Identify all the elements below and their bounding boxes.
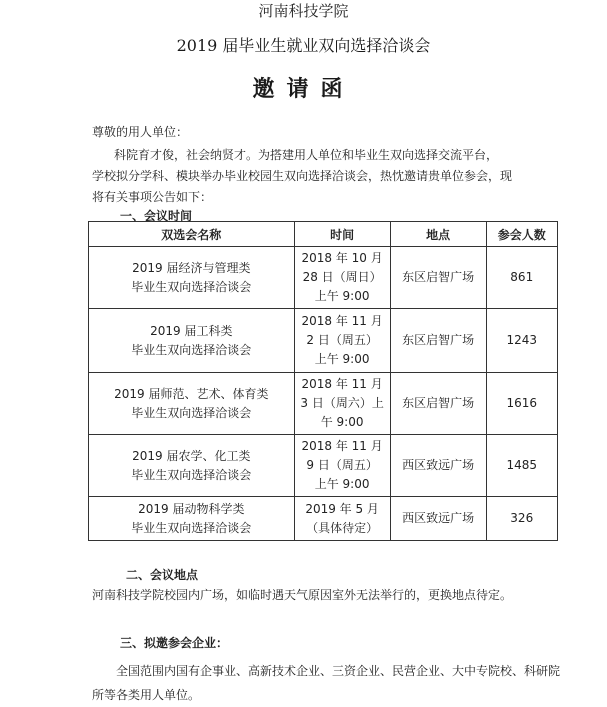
session-name-line: 2019 届师范、艺术、体育类 [114,386,269,401]
session-name-line: 毕业生双向选择洽谈会 [131,342,252,357]
session-name-line: 毕业生双向选择洽谈会 [131,467,252,482]
intro-line-2: 学校拟分学科、模块举办毕业校园生双向选择洽谈会，热忱邀请贵单位参会，现 [92,169,513,183]
section-1-title: 一、会议时间 [120,209,193,223]
session-time-line: （具体待定） [306,520,379,535]
session-time-cell [294,309,390,373]
session-place-cell: 西区致远广场 [390,497,486,541]
session-name-line: 2019 届农学、化工类 [132,448,251,463]
session-time-line: 2018 年 11 月 [301,377,383,391]
page-title: 邀请函 [252,76,355,102]
session-time-line: 上午 9:00 [314,352,370,366]
session-time-cell [294,373,390,435]
session-name-line: 2019 届经济与管理类 [132,260,251,275]
intro-line-1: 科院育才俊，社会纳贤才。为搭建用人单位和毕业生双向选择交流平台， [114,148,499,162]
section-2-title: 二、会议地点 [126,568,199,582]
greeting: 尊敬的用人单位： [92,125,189,139]
session-place-cell: 东区启智广场 [390,373,486,435]
session-time-line: 2018 年 11 月 [301,314,383,328]
session-time-line: 2018 年 11 月 [301,439,383,453]
session-count-cell: 1616 [486,373,557,435]
session-time-cell [294,247,390,309]
session-name-line: 毕业生双向选择洽谈会 [131,520,252,535]
session-name-line: 2019 届工科类 [150,323,233,338]
session-time-line: 9 日（周五） [306,458,378,472]
session-time-line: 3 日（周六）上 [300,396,384,410]
session-name-cell [89,309,295,373]
session-time-line: 2018 年 10 月 [301,251,383,265]
table-row [89,373,558,435]
intro-paragraph [92,145,562,208]
session-time-line: 28 日（周日） [302,270,382,284]
session-time-line: 午 9:00 [320,415,364,429]
section-2-text: 河南科技学院校园内广场，如临时遇天气原因室外无法举行的，更换地点待定。 [92,588,513,602]
column-header-time: 时间 [294,222,390,247]
table-header-row [89,222,558,247]
session-count-cell: 1485 [486,435,557,497]
table-row [89,497,558,541]
session-time-line: 上午 9:00 [314,289,370,303]
session-count-cell: 326 [486,497,557,541]
session-time-line: 2019 年 5 月 [305,501,379,516]
school-name: 河南科技学院 [258,2,349,20]
table-row [89,247,558,309]
meeting-schedule-table [88,221,558,541]
session-place-cell: 东区启智广场 [390,309,486,373]
session-name-line: 2019 届动物科学类 [138,501,245,516]
session-time-line: 2 日（周五） [306,333,378,347]
session-count-cell: 1243 [486,309,557,373]
session-count-cell: 861 [486,247,557,309]
session-time-line: 上午 9:00 [314,477,370,491]
session-place-cell: 西区致远广场 [390,435,486,497]
event-title: 2019 届毕业生就业双向选择洽谈会 [176,36,431,55]
session-place-cell: 东区启智广场 [390,247,486,309]
session-time-cell [294,435,390,497]
session-name-line: 毕业生双向选择洽谈会 [131,279,252,294]
session-name-cell [89,435,295,497]
column-header-name: 双选会名称 [89,222,295,247]
column-header-count: 参会人数 [486,222,557,247]
session-time-cell [294,497,390,541]
table-row [89,435,558,497]
column-header-place: 地点 [390,222,486,247]
session-name-cell [89,247,295,309]
table-row [89,309,558,373]
session-name-line: 毕业生双向选择洽谈会 [131,405,252,420]
section-3-text: 全国范围内国有企事业、高新技术企业、三资企业、民营企业、大中专院校、科研院所等各类用人单位。 [92,664,561,702]
section-3-title: 三、拟邀参会企业： [120,636,229,650]
session-name-cell [89,373,295,435]
session-name-cell [89,497,295,541]
intro-line-3: 将有关事项公告如下： [92,190,213,204]
